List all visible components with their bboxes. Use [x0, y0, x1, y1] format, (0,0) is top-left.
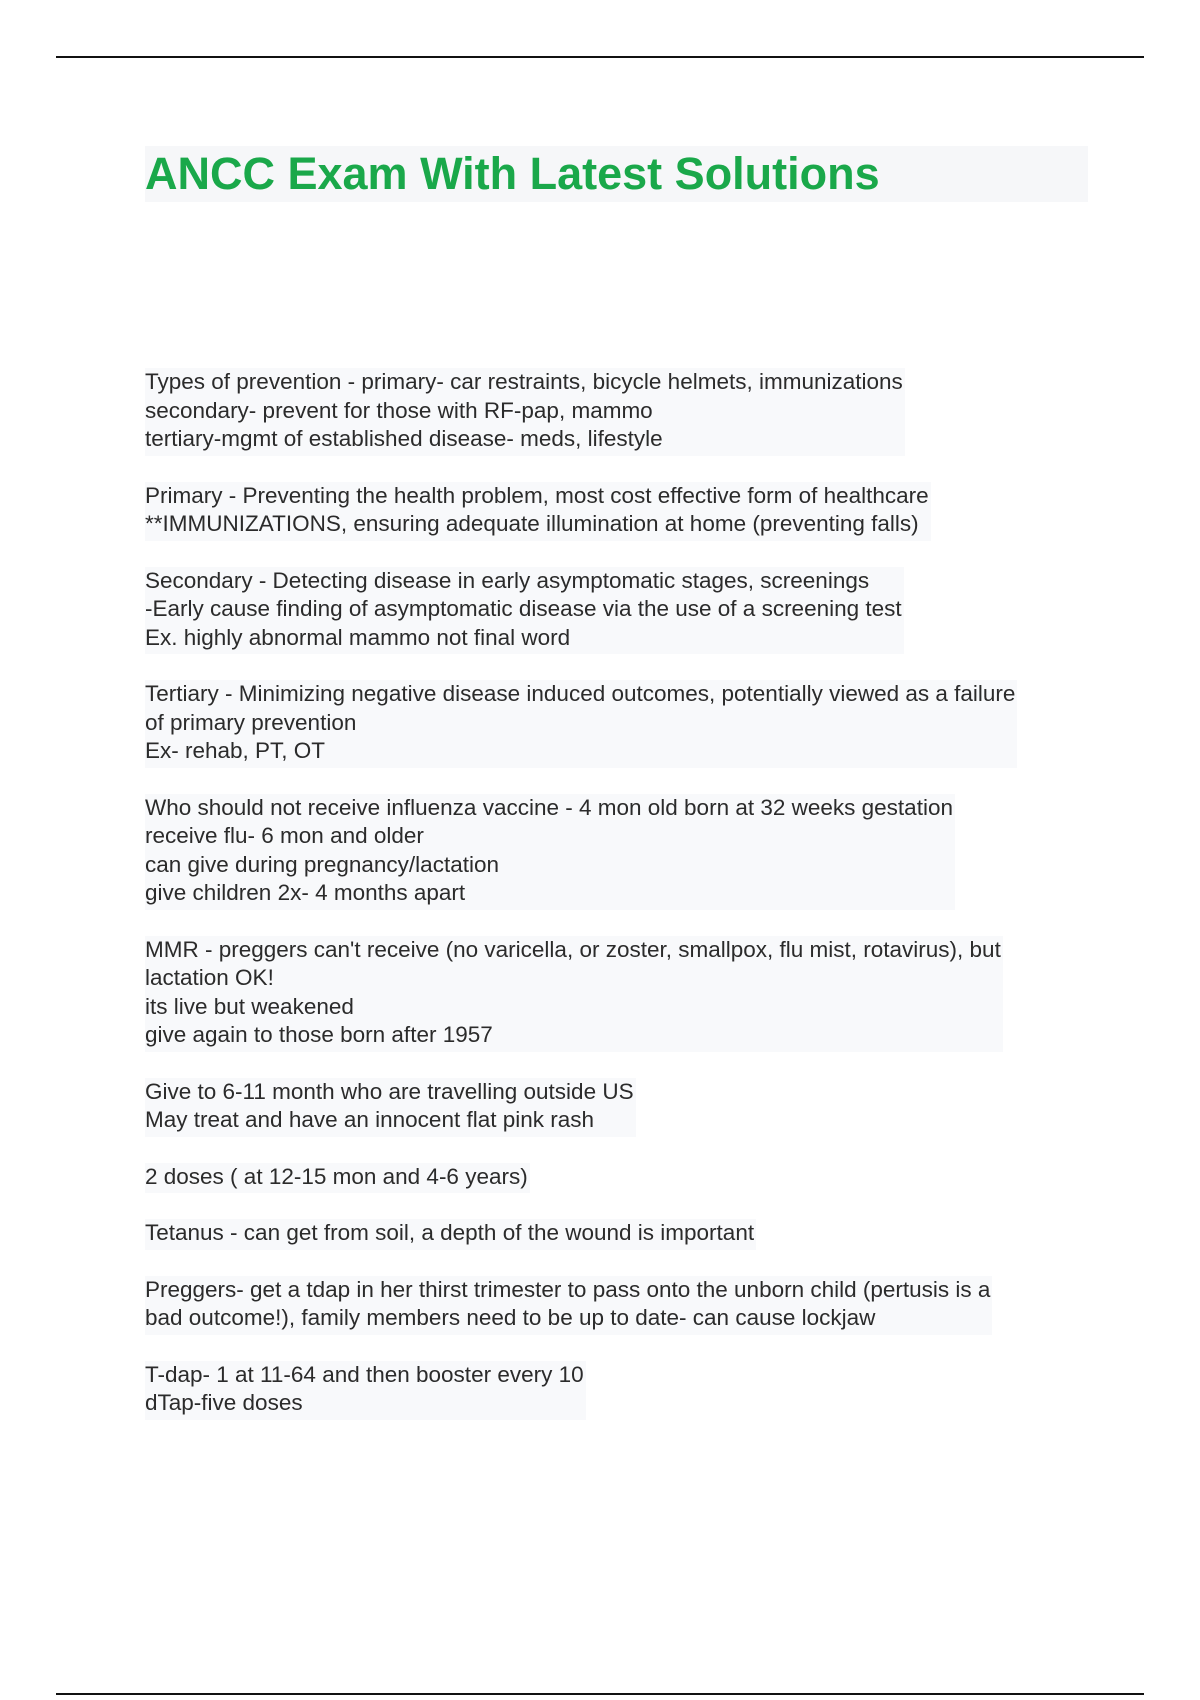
qa-entry-line: tertiary-mgmt of established disease- meds, lifestyle [145, 426, 663, 451]
qa-entry-row [145, 936, 1105, 1078]
qa-list [145, 368, 1105, 1446]
qa-entry-line: Give to 6-11 month who are travelling outside US [145, 1078, 634, 1104]
qa-entry-row [145, 1276, 1105, 1361]
qa-entry-row [145, 1219, 1105, 1276]
qa-entry-line: Secondary - Detecting disease in early asymptomatic stages, screenings [145, 567, 870, 593]
footer-rule [56, 1693, 1144, 1695]
qa-entry-line: -Early cause finding of asymptomatic disease via the use of a screening test [145, 596, 902, 621]
qa-entry-line: give children 2x- 4 months apart [145, 880, 466, 905]
qa-entry-line: Ex. highly abnormal mammo not final word [145, 624, 571, 650]
qa-entry [145, 1276, 992, 1335]
qa-entry-row [145, 1361, 1105, 1446]
qa-entry [145, 1361, 586, 1420]
qa-entry-line: receive flu- 6 mon and older [145, 823, 424, 848]
qa-entry [145, 1219, 756, 1250]
qa-entry-line: its live but weakened [145, 993, 354, 1019]
qa-entry-line: can give during pregnancy/lactation [145, 851, 499, 877]
qa-entry-line: of primary prevention [145, 709, 357, 735]
header-rule [56, 56, 1144, 58]
qa-entry-row [145, 567, 1105, 681]
qa-entry [145, 368, 905, 456]
qa-entry-line: lactation OK! [145, 965, 274, 990]
document-title: ANCC Exam With Latest Solutions [145, 148, 880, 199]
qa-entry-row [145, 794, 1105, 936]
qa-entry-line: secondary- prevent for those with RF-pap, mammo [145, 397, 653, 423]
qa-entry-line: Tertiary - Minimizing negative disease induced outcomes, potentially viewed as a failure [145, 681, 1016, 706]
qa-entry-line: Tetanus - can get from soil, a depth of the wound is important [145, 1220, 755, 1245]
qa-entry-line: 2 doses ( at 12-15 mon and 4-6 years) [145, 1163, 528, 1189]
qa-entry [145, 680, 1017, 768]
qa-entry-line: give again to those born after 1957 [145, 1022, 493, 1047]
qa-entry-line: Who should not receive influenza vaccine - 4 mon old born at 32 weeks gestation [145, 794, 953, 820]
qa-entry-row [145, 482, 1105, 567]
qa-entry [145, 1163, 530, 1194]
qa-entry [145, 794, 955, 910]
qa-entry-line: Types of prevention - primary- car restraints, bicycle helmets, immunizations [145, 369, 903, 394]
qa-entry-row [145, 1078, 1105, 1163]
qa-entry-line: T-dap- 1 at 11-64 and then booster every 10 [145, 1361, 584, 1387]
qa-entry-line: Preggers- get a tdap in her thirst trimester to pass onto the unborn child (pertusis is a [145, 1276, 991, 1302]
qa-entry-line: MMR - preggers can't receive (no varicella, or zoster, smallpox, flu mist, rotavirus), but [145, 936, 1001, 962]
qa-entry [145, 1078, 636, 1137]
qa-entry-line: bad outcome!), family members need to be up to date- can cause lockjaw [145, 1305, 876, 1330]
qa-entry [145, 567, 904, 655]
qa-entry-line: May treat and have an innocent flat pink rash [145, 1107, 595, 1132]
qa-entry [145, 936, 1003, 1052]
qa-entry-line: Primary - Preventing the health problem, most cost effective form of healthcare [145, 482, 929, 508]
qa-entry-row [145, 368, 1105, 482]
qa-entry-line: dTap-five doses [145, 1390, 303, 1415]
qa-entry [145, 482, 931, 541]
qa-entry-row [145, 680, 1105, 794]
qa-entry-row [145, 1163, 1105, 1220]
qa-entry-line: **IMMUNIZATIONS, ensuring adequate illumination at home (preventing falls) [145, 511, 919, 536]
qa-entry-line: Ex- rehab, PT, OT [145, 738, 326, 763]
